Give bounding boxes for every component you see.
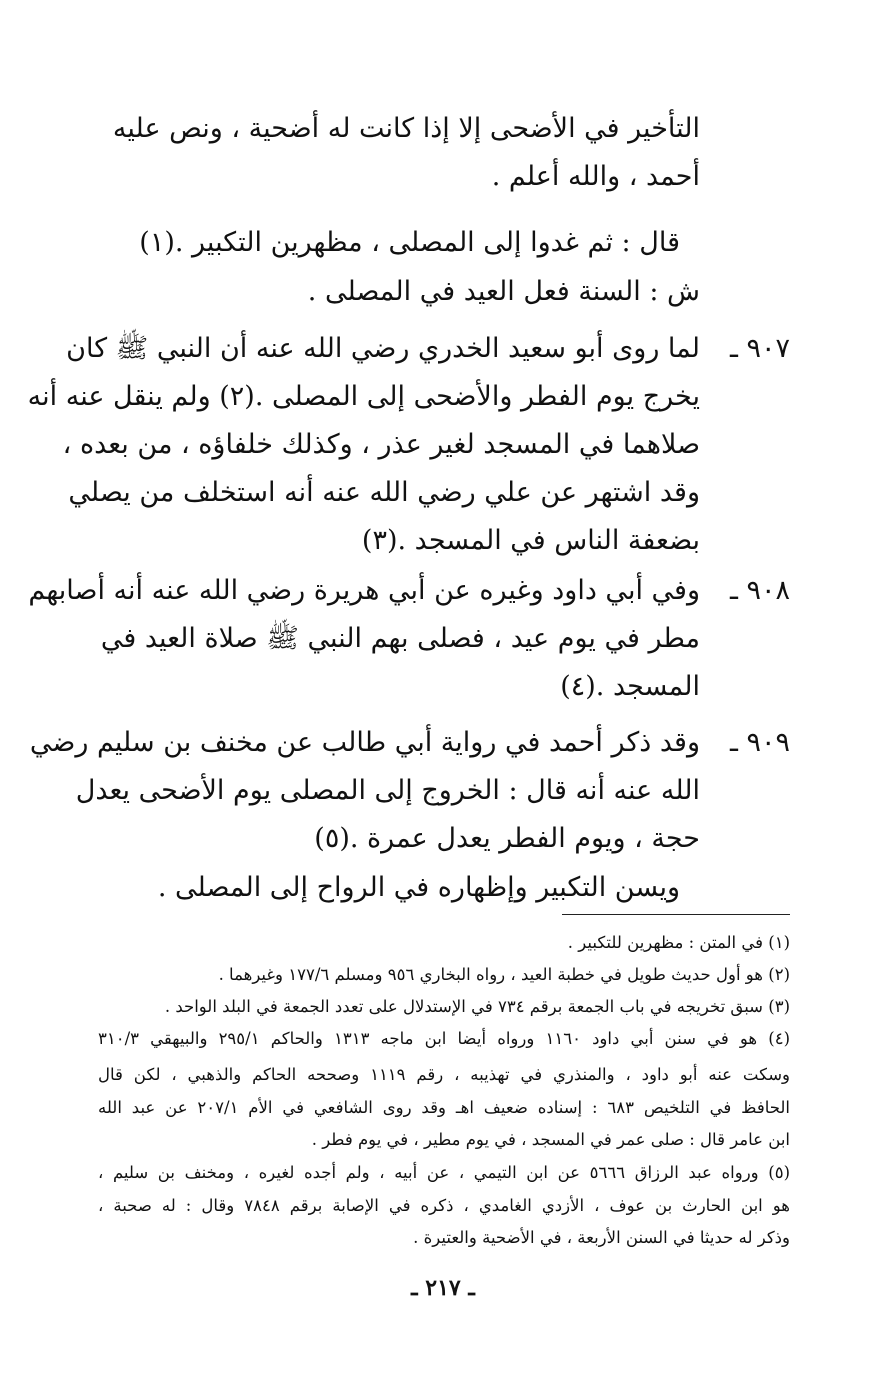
matn-text: قال : ثم غدوا إلى المصلى ، مظهرين التكبير .(١): [139, 227, 680, 258]
footnote-4-line-4: ابن عامر قال : صلى عمر في المسجد ، في يوم مطير ، في يوم فطر .: [311, 1130, 790, 1149]
item-908-line-3: المسجد .(٤): [560, 671, 700, 702]
footnote-4-line-1: (٤) هو في سنن أبي داود ١١٦٠ ورواه أيضا ابن ماجه ١٣١٣ والحاكم ٢٩٥/١ والبيهقي ٣١٠/٣: [98, 1029, 790, 1048]
item-909-number: ٩٠٩ ـ: [729, 727, 790, 758]
footnote-3: (٣) سبق تخريجه في باب الجمعة برقم ٧٣٤ في الإستدلال على تعدد الجمعة في البلد الواحد .: [164, 997, 790, 1016]
item-907-line-5: بضعفة الناس في المسجد .(٣): [361, 525, 700, 556]
footnote-1: (١) في المتن : مظهرين للتكبير .: [567, 933, 790, 952]
item-907-line-3: صلاهما في المسجد لغير عذر ، وكذلك خلفاؤه ، من بعده ،: [62, 429, 700, 460]
item-908-line-1: وفي أبي داود وغيره عن أبي هريرة رضي الله عنه أنه أصابهم: [28, 575, 700, 606]
footnote-2: (٢) هو أول حديث طويل في خطبة العيد ، رواه البخاري ٩٥٦ ومسلم ١٧٧/٦ وغيرهما .: [218, 965, 790, 984]
footnote-separator: [562, 914, 790, 915]
footnote-5-line-1: (٥) ورواه عبد الرزاق ٥٦٦٦ عن ابن التيمي ، عن أبيه ، ولم أجده لغيره ، ومخنف بن سليم ،: [98, 1163, 790, 1182]
closing-text: ويسن التكبير وإظهاره في الرواح إلى المصلى .: [157, 872, 680, 903]
item-908-line-2: مطر في يوم عيد ، فصلى بهم النبي ﷺ صلاة العيد في: [100, 623, 700, 654]
footnote-4-line-2: وسكت عنه أبو داود ، والمنذري في تهذيبه ، رقم ١١١٩ وصححه الحاكم والذهبي ، لكن قال: [98, 1065, 790, 1084]
footnote-4-line-3: الحافظ في التلخيص ٦٨٣ : إسناده ضعيف اهـ وقد روى الشافعي في الأم ٢٠٧/١ عن عبد الله: [98, 1098, 790, 1117]
footnote-5-line-2: هو ابن الحارث بن عوف ، الأزدي الغامدي ، ذكره في الإصابة برقم ٧٨٤٨ وقال : له صحبة ،: [98, 1196, 790, 1215]
para1-line-1: التأخير في الأضحى إلا إذا كانت له أضحية ، ونص عليه: [112, 113, 700, 144]
item-908-number: ٩٠٨ ـ: [729, 575, 790, 606]
para1-line-2: أحمد ، والله أعلم .: [491, 161, 700, 192]
item-909-line-1: وقد ذكر أحمد في رواية أبي طالب عن مخنف بن سليم رضي: [29, 727, 700, 758]
sharh-text: ش : السنة فعل العيد في المصلى .: [307, 276, 700, 307]
item-909-line-2: الله عنه أنه قال : الخروج إلى المصلى يوم الأضحى يعدل: [75, 775, 700, 806]
item-907-line-2: يخرج يوم الفطر والأضحى إلى المصلى .(٢) ولم ينقل عنه أنه: [27, 381, 700, 412]
item-907-number: ٩٠٧ ـ: [729, 333, 790, 364]
footnote-5-line-3: وذكر له حديثا في السنن الأربعة ، في الأضحية والعتيرة .: [413, 1228, 790, 1247]
item-907-line-1: لما روى أبو سعيد الخدري رضي الله عنه أن النبي ﷺ كان: [66, 333, 700, 364]
page-number: ـ ٢١٧ ـ: [411, 1275, 475, 1301]
item-907-line-4: وقد اشتهر عن علي رضي الله عنه أنه استخلف من يصلي: [68, 477, 700, 508]
item-909-line-3: حجة ، ويوم الفطر يعدل عمرة .(٥): [314, 823, 700, 854]
